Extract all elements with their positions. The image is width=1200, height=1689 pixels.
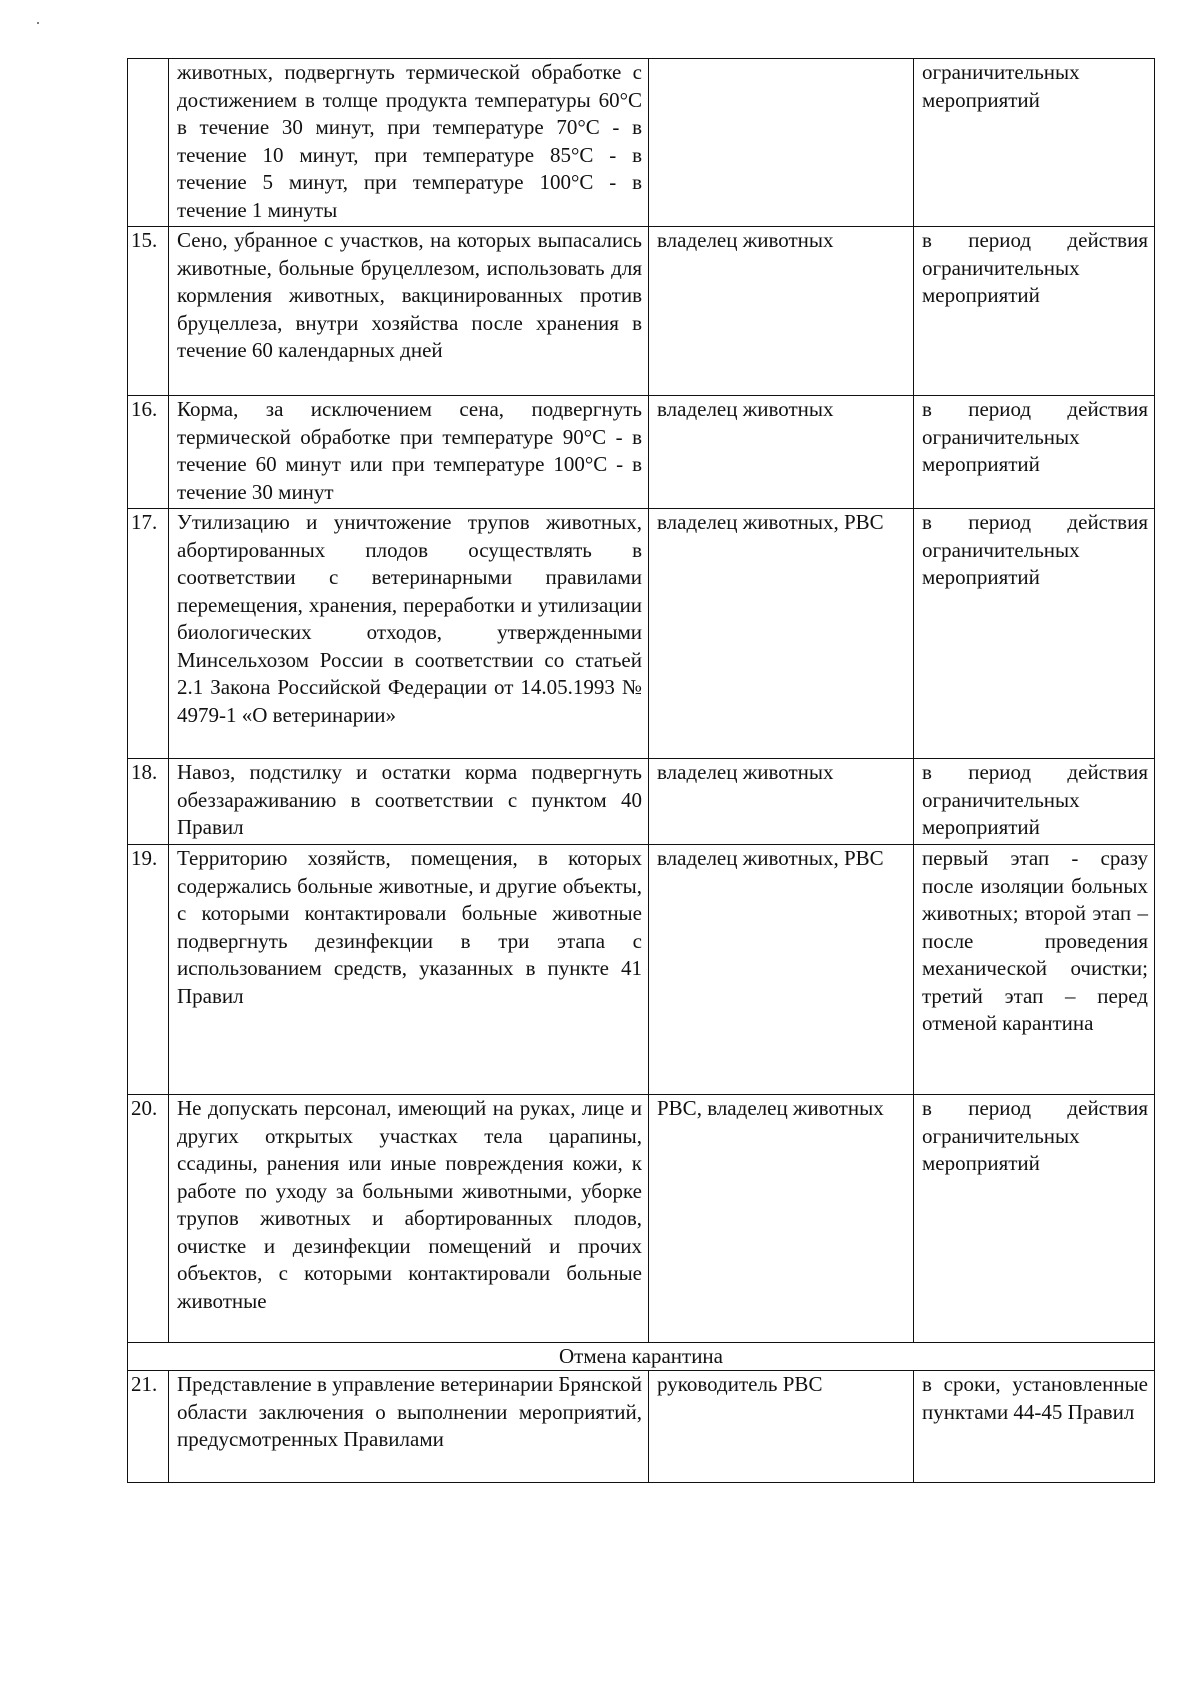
table-row <box>128 59 1155 227</box>
row-responsible: владелец животных <box>649 227 914 396</box>
row-deadline: в период действия ограничительных мероприятий <box>914 1095 1155 1343</box>
table-row <box>128 509 1155 759</box>
row-number: 21. <box>128 1371 169 1483</box>
row-action: животных, подвергнуть термической обработке с достижением в толще продукта температуры 60°С в течение 30 минут, при температуре 70°С - в течение 10 минут, при температуре 85°С - в течение 5 минут, при температуре 100°С - в течение 1 минуты <box>169 59 649 227</box>
row-deadline: ограничительных мероприятий <box>914 59 1155 227</box>
row-responsible: руководитель РВС <box>649 1371 914 1483</box>
row-number <box>128 59 169 227</box>
section-title: Отмена карантина <box>128 1343 1155 1371</box>
row-deadline: в период действия ограничительных мероприятий <box>914 227 1155 396</box>
row-action: Корма, за исключением сена, подвергнуть термической обработке при температуре 90°С - в течение 60 минут или при температуре 100°С - в течение 30 минут <box>169 396 649 509</box>
row-responsible: владелец животных, РВС <box>649 509 914 759</box>
row-responsible <box>649 59 914 227</box>
row-responsible: РВС, владелец животных <box>649 1095 914 1343</box>
row-deadline: в сроки, установленные пунктами 44-45 Правил <box>914 1371 1155 1483</box>
table-row <box>128 845 1155 1095</box>
row-deadline: в период действия ограничительных мероприятий <box>914 396 1155 509</box>
row-deadline: в период действия ограничительных мероприятий <box>914 509 1155 759</box>
table-row <box>128 227 1155 396</box>
row-action: Территорию хозяйств, помещения, в которых содержались больные животные, и другие объекты, с которыми контактировали больные животные подвергнуть дезинфекции в три этапа с использованием средств, указанных в пункте 41 Правил <box>169 845 649 1095</box>
row-action: Сено, убранное с участков, на которых выпасались животные, больные бруцеллезом, использовать для кормления животных, вакцинированных против бруцеллеза, внутри хозяйства после хранения в течение 60 календарных дней <box>169 227 649 396</box>
row-action: Не допускать персонал, имеющий на руках, лице и других открытых участках тела царапины, ссадины, ранения или иные повреждения кожи, к работе по уходу за больными животными, уборке трупов животных и абортированных плодов, очистке и дезинфекции помещений и прочих объектов, с которыми контактировали больные животные <box>169 1095 649 1343</box>
scan-speck <box>37 22 39 24</box>
row-number: 19. <box>128 845 169 1095</box>
row-action: Навоз, подстилку и остатки корма подвергнуть обеззараживанию в соответствии с пунктом 40 Правил <box>169 759 649 845</box>
row-action: Представление в управление ветеринарии Брянской области заключения о выполнении мероприятий, предусмотренных Правилами <box>169 1371 649 1483</box>
table-row <box>128 1095 1155 1343</box>
row-action: Утилизацию и уничтожение трупов животных, абортированных плодов осуществлять в соответствии с ветеринарными правилами перемещения, хранения, переработки и утилизации биологических отходов, утвержденными Минсельхозом России в соответствии со статьей 2.1 Закона Российской Федерации от 14.05.1993 № 4979-1 «О ветеринарии» <box>169 509 649 759</box>
row-number: 17. <box>128 509 169 759</box>
row-deadline: в период действия ограничительных мероприятий <box>914 759 1155 845</box>
row-deadline: первый этап - сразу после изоляции больных животных; второй этап – после проведения механической очистки; третий этап – перед отменой карантина <box>914 845 1155 1095</box>
table-row <box>128 396 1155 509</box>
row-number: 15. <box>128 227 169 396</box>
section-row <box>128 1343 1155 1371</box>
table-row <box>128 759 1155 845</box>
row-responsible: владелец животных <box>649 396 914 509</box>
table-row <box>128 1371 1155 1483</box>
row-responsible: владелец животных <box>649 759 914 845</box>
row-number: 18. <box>128 759 169 845</box>
row-number: 20. <box>128 1095 169 1343</box>
measures-table <box>127 58 1155 1483</box>
row-number: 16. <box>128 396 169 509</box>
row-responsible: владелец животных, РВС <box>649 845 914 1095</box>
